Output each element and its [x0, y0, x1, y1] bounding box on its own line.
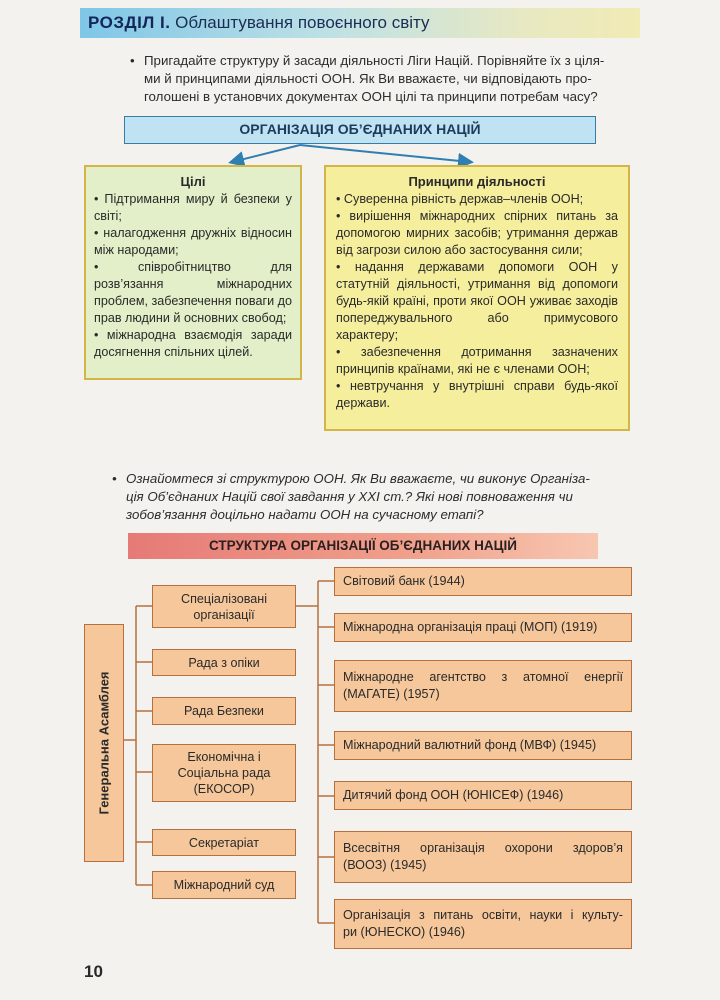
- question-line: Пригадайте структуру й засади діяльності Ліги Націй. Порівняйте їх з цiля-: [144, 53, 605, 68]
- question-line: зобов’язання доцільно надати ООН на сучасному етапі?: [126, 507, 484, 522]
- security-council-box: [152, 697, 296, 725]
- organ-label: Рада з опіки: [188, 655, 260, 670]
- agency-label: (ВООЗ) (1945): [343, 858, 427, 872]
- goal-item: • Підтримання миру й безпеки у світі;: [94, 191, 292, 225]
- agency-label: Всесвітня організація охорони здоров’я: [343, 841, 623, 855]
- imf-box: [334, 731, 632, 760]
- agency-label: Міжнародний валютний фонд (МВФ) (1945): [343, 738, 597, 752]
- agency-label: ри (ЮНЕСКО) (1946): [343, 925, 466, 939]
- principles-title: Принципи діяльності: [408, 174, 546, 189]
- unicef-box: [334, 781, 632, 810]
- agency-label: Організація з питань освіти, науки і культу-: [343, 908, 623, 922]
- agency-label: Дитячий фонд ООН (ЮНІСЕФ) (1946): [343, 788, 564, 802]
- agency-label: Світовий банк (1944): [343, 574, 465, 588]
- goal-item: • міжнародна взаємодія заради досягнення спільних цілей.: [94, 327, 292, 361]
- un-title-box: ОРГАНІЗАЦІЯ ОБ’ЄДНАНИХ НАЦІЙ: [124, 116, 596, 144]
- question-line: Ознайомтеся зі структурою ООН. Як Ви вважаєте, чи виконує Організа-: [126, 471, 590, 486]
- goal-item: • налагодження дружніх відносин між народами;: [94, 225, 292, 259]
- agency-label: Міжнародна організація праці (МОП) (1919): [343, 620, 598, 634]
- section-label: РОЗДІЛ І.: [88, 13, 171, 32]
- secretariat-box: [152, 829, 296, 856]
- general-assembly-box: [84, 624, 124, 862]
- question-line: ція Об’єднаних Націй свої завдання у XXI ст.? Які нові повноваження чи: [126, 489, 573, 504]
- goal-item: • співробітництво для розв’язання міжнародних проблем, забезпечення поваги до прав людини й основних свобод;: [94, 259, 292, 327]
- bullet: •: [112, 471, 117, 486]
- question-line: голошені в установчих документах ООН цілі та принципи потребам часу?: [144, 89, 598, 104]
- agency-label: (МАГАТЕ) (1957): [343, 687, 440, 701]
- organ-label: Спеціалізовані: [180, 591, 268, 606]
- question-line: ми й принципами діяльності ООН. Як Ви вважаєте, чи відповідають про-: [144, 71, 592, 86]
- page-number: 10: [84, 962, 103, 981]
- principle-item: • невтручання у внутрішні справи будь-якої держави.: [336, 378, 618, 412]
- ilo-box: [334, 613, 632, 642]
- international-court-box: [152, 871, 296, 899]
- principle-item: • Суверенна рівність держав–членів ООН;: [336, 191, 618, 208]
- organ-label: Економічна і: [187, 750, 261, 764]
- principle-item: • вирішення міжнародних спірних питань за допомогою мирних засобів; утримання держав від загрози силою або застосування сили;: [336, 208, 618, 259]
- bullet: •: [130, 53, 135, 68]
- organ-label: Секретаріат: [188, 835, 260, 850]
- organ-label: (ЕКОСОР): [193, 782, 255, 796]
- principle-item: • забезпечення дотримання зазначених принципів країнами, які не є членами ООН;: [336, 344, 618, 378]
- organ-label: Соціальна рада: [177, 766, 271, 780]
- iaea-box: [334, 660, 632, 712]
- organ-label: Рада Безпеки: [184, 704, 264, 718]
- structure-title: СТРУКТУРА ОРГАНІЗАЦІЇ ОБ’ЄДНАНИХ НАЦІЙ: [128, 533, 598, 559]
- general-assembly-label: Генеральна Асамблея: [96, 671, 112, 815]
- world-bank-box: [334, 567, 632, 596]
- section-title: Облаштування повоєнного світу: [175, 13, 430, 32]
- unesco-box: [334, 899, 632, 949]
- organ-label: Міжнародний суд: [173, 878, 275, 892]
- who-box: [334, 831, 632, 883]
- goals-title: Цілі: [180, 174, 206, 189]
- agency-label: Міжнародне агентство з атомної енергії: [343, 670, 623, 684]
- organ-label: організації: [193, 607, 255, 622]
- ecosoc-box: [152, 744, 296, 802]
- principle-item: • надання державами допомоги ООН у статутній діяльності, утримання від допомоги будь-якій країні, проти якої ООН уживає заходів попереджувального або примусового характеру;: [336, 259, 618, 344]
- specialized-agencies-box: [152, 585, 296, 628]
- trusteeship-council-box: [152, 649, 296, 676]
